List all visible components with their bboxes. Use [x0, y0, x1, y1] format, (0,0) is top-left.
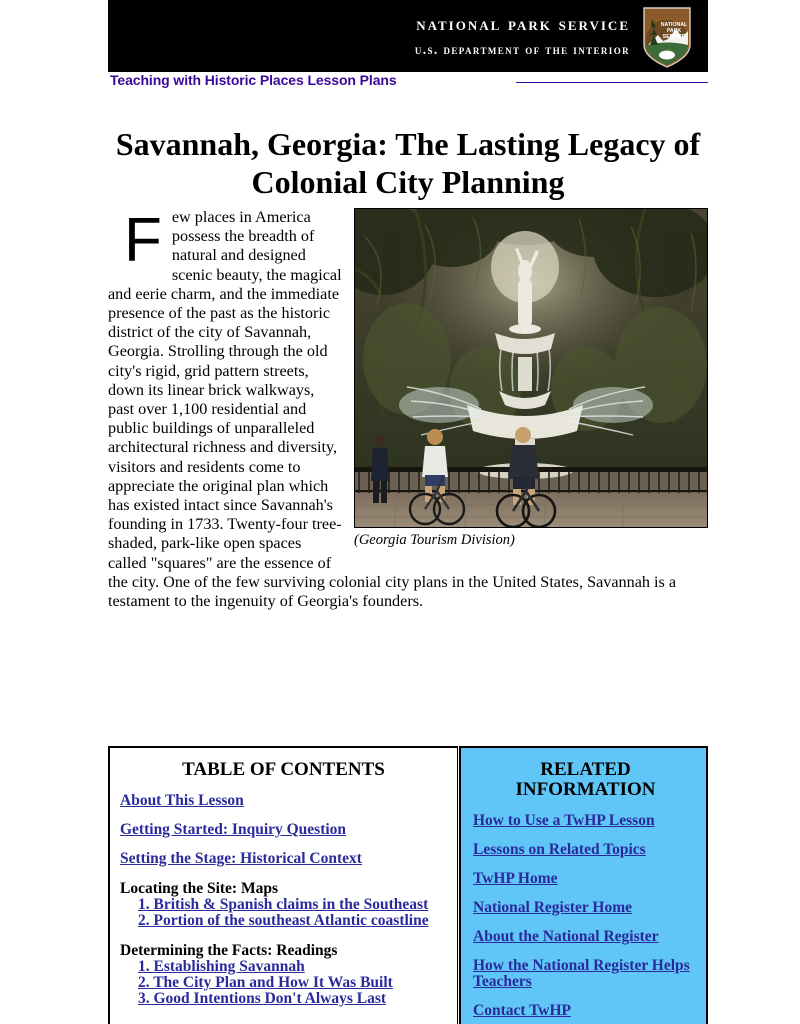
- toc-link[interactable]: 2. The City Plan and How It Was Built: [138, 974, 393, 991]
- related-link[interactable]: How to Use a TwHP Lesson: [473, 812, 655, 829]
- toc-heading: TABLE OF CONTENTS: [182, 759, 385, 780]
- toc-link[interactable]: Setting the Stage: Historical Context: [120, 850, 362, 867]
- article-body: [108, 208, 708, 611]
- related-link[interactable]: How the National Register Helps Teachers: [473, 957, 690, 990]
- toc-link[interactable]: 1. British & Spanish claims in the Southeast: [138, 896, 429, 913]
- toc-link[interactable]: 1. Establishing Savannah: [138, 958, 305, 975]
- twhp-label: Teaching with Historic Places Lesson Plans: [110, 72, 397, 88]
- toc-group-locating-the-site: [120, 880, 447, 929]
- related-link-national-register-home[interactable]: [473, 900, 698, 916]
- toc-subitem[interactable]: [120, 991, 447, 1007]
- agency-department: u.s. department of the interior: [414, 42, 630, 57]
- toc-subitem[interactable]: [120, 897, 447, 913]
- related-link[interactable]: About the National Register: [473, 928, 659, 945]
- related-heading-line1: RELATED: [540, 759, 631, 780]
- table-of-contents-box: [108, 746, 458, 1024]
- twhp-subtitle-bar: [108, 72, 708, 92]
- intro-paragraph: ew places in America possess the breadth of natural and designed scenic beauty, the magical and eerie charm, and the immediate presence of the past as the historic district of the city of Savannah, Georgia. Strolling through the old city's rigid, grid pattern streets, down its linear brick walkways, past over 1,100 residential and public buildings of unparalleled architectural richness and diversity, visitors and residents come to appreciate the original plan which has existed intact since Savannah's founding in 1733. Twenty-four tree-shaded, park-like open spaces called "squares" are the essence of the city. One of the few surviving colonial city plans in the United States, Savannah is a testament to the ingenuity of Georgia's founders.: [108, 208, 677, 611]
- logo-text-national: NATIONAL: [660, 22, 688, 28]
- toc-subitem[interactable]: [120, 959, 447, 975]
- toc-link[interactable]: Getting Started: Inquiry Question: [120, 821, 347, 838]
- nps-banner: [108, 0, 708, 72]
- toc-item-setting-the-stage[interactable]: [120, 851, 447, 867]
- related-link[interactable]: Lessons on Related Topics: [473, 841, 646, 858]
- toc-link[interactable]: About This Lesson: [120, 792, 244, 809]
- related-link-how-to-use[interactable]: [473, 813, 698, 829]
- toc-item-getting-started[interactable]: [120, 822, 447, 838]
- nps-banner-text: [415, 12, 630, 60]
- related-link-contact-twhp[interactable]: [473, 1003, 698, 1019]
- toc-item-about-this-lesson[interactable]: [120, 793, 447, 809]
- toc-group-label: Determining the Facts: Readings: [120, 942, 338, 959]
- photo-figure: [354, 208, 708, 549]
- logo-text-service: SERVICE: [662, 34, 686, 40]
- logo-text-park: PARK: [666, 28, 682, 34]
- toc-link[interactable]: 2. Portion of the southeast Atlantic coastline: [138, 912, 429, 929]
- related-link[interactable]: Contact TwHP: [473, 1002, 572, 1019]
- fountain-photo-image: [355, 209, 707, 527]
- toc-group-determining-the-facts: [120, 942, 447, 1007]
- related-information-box: [459, 746, 708, 1024]
- related-link-about-national-register[interactable]: [473, 929, 698, 945]
- related-link[interactable]: TwHP Home: [473, 870, 558, 887]
- drop-cap: F: [124, 206, 162, 275]
- agency-name: national park service: [416, 14, 630, 35]
- toc-group-label: Locating the Site: Maps: [120, 880, 279, 897]
- toc-subitem[interactable]: [120, 913, 447, 929]
- related-link-lessons-related-topics[interactable]: [473, 842, 698, 858]
- page-title: Savannah, Georgia: The Lasting Legacy of Colonial City Planning: [115, 126, 701, 201]
- related-link[interactable]: National Register Home: [473, 899, 632, 916]
- toc-link[interactable]: 3. Good Intentions Don't Always Last: [138, 990, 387, 1007]
- related-link-twhp-home[interactable]: [473, 871, 698, 887]
- toc-subitem[interactable]: [120, 975, 447, 991]
- photo-caption: (Georgia Tourism Division): [354, 532, 515, 548]
- nps-arrowhead-icon: [638, 5, 696, 69]
- twhp-divider-rule: [516, 82, 708, 83]
- fountain-photo: [354, 208, 708, 528]
- related-heading-line2: INFORMATION: [515, 779, 656, 800]
- related-link-helps-teachers[interactable]: [473, 958, 698, 990]
